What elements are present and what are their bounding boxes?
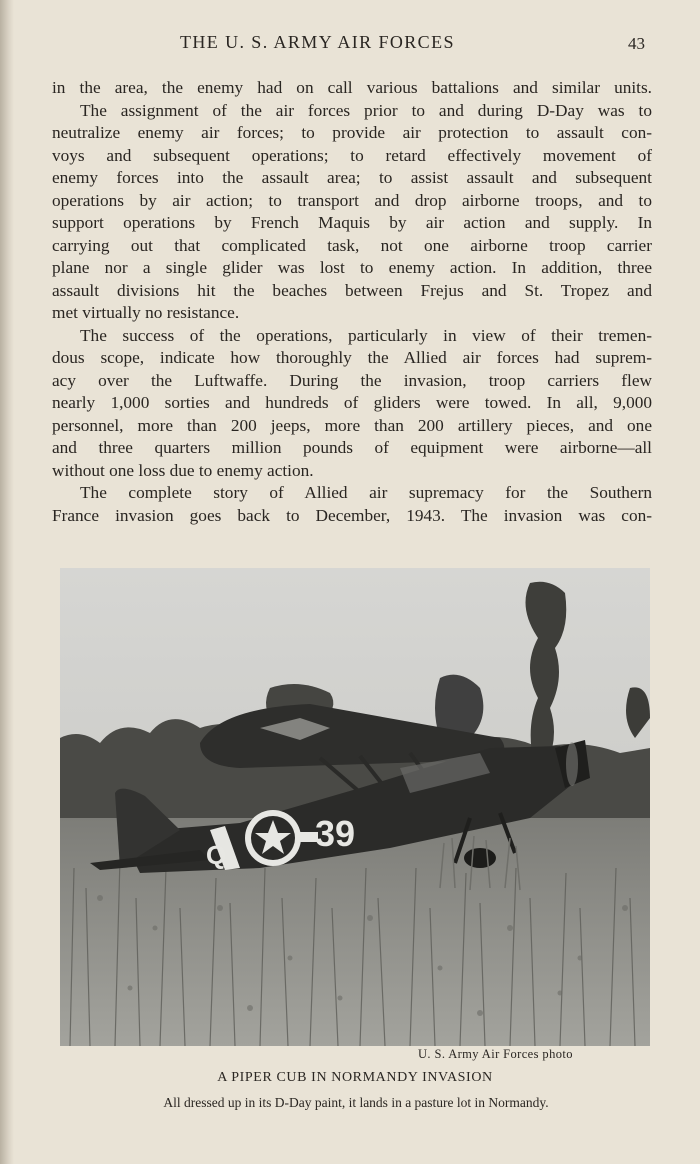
text-line: voys and subsequent operations; to retard effectively movement of: [52, 145, 652, 165]
photo-illustration: [60, 568, 650, 1046]
text-line: assault divisions hit the beaches between Frejus and St. Tropez and: [52, 280, 652, 300]
page-gutter-shadow: [0, 0, 14, 1164]
text-line: acy over the Luftwaffe. During the invasion, troop carriers flew: [52, 370, 652, 390]
text-line: plane nor a single glider was lost to enemy action. In addition, three: [52, 258, 652, 277]
page-header: [0, 32, 700, 56]
caption-text: All dressed up in its D-Day paint, it lands in a pasture lot in Normandy.: [163, 1095, 549, 1110]
wheel: [464, 848, 496, 868]
text-line: The complete story of Allied air supremacy for the Southern: [80, 483, 652, 502]
photo-credit: U. S. Army Air Forces photo: [418, 1047, 573, 1061]
piper-cub-photo: [60, 568, 650, 1046]
text-line: without one loss due to enemy action.: [52, 460, 314, 480]
text-line: France invasion goes back to December, 1943. The invasion was con-: [52, 505, 652, 525]
text-line: neutralize enemy air forces; to provide air protection to assault con-: [52, 123, 652, 142]
text-line: dous scope, indicate how thoroughly the Allied air forces had suprem-: [52, 348, 652, 367]
caption-title: A PIPER CUB IN NORMANDY INVASION: [217, 1070, 493, 1085]
propeller: [566, 742, 578, 786]
paragraph: [52, 325, 652, 483]
page-number: 43: [628, 34, 645, 53]
running-head: THE U. S. ARMY AIR FORCES: [180, 32, 455, 52]
text-line: support operations by French Maquis by air action and supply. In: [52, 213, 652, 232]
tail-marking: Q: [206, 840, 227, 870]
text-line: enemy forces into the assault area; to assist assault and subsequent: [52, 168, 652, 187]
paragraph: [52, 482, 652, 527]
text-line: met virtually no resistance.: [52, 303, 240, 322]
text-line: personnel, more than 200 jeeps, more than 200 artillery pieces, and one: [52, 415, 652, 435]
text-line: and three quarters million pounds of equipment were airborne—all: [52, 438, 652, 457]
text-line: nearly 1,000 sorties and hundreds of gliders were towed. In all, 9,000: [52, 393, 652, 412]
fuselage-number: 39: [315, 813, 356, 854]
body-text: [52, 77, 652, 527]
text-line: carrying out that complicated task, not one airborne troop carrier: [52, 235, 652, 255]
text-line: The success of the operations, particularly in view of their tremen-: [80, 325, 652, 345]
text-line: operations by air action; to transport and drop airborne troops, and to: [52, 190, 652, 210]
text-line: The assignment of the air forces prior to and during D-Day was to: [80, 100, 652, 120]
paragraph: [52, 77, 652, 100]
paragraph: [52, 100, 652, 325]
text-line: in the area, the enemy had on call various battalions and similar units.: [52, 78, 652, 97]
